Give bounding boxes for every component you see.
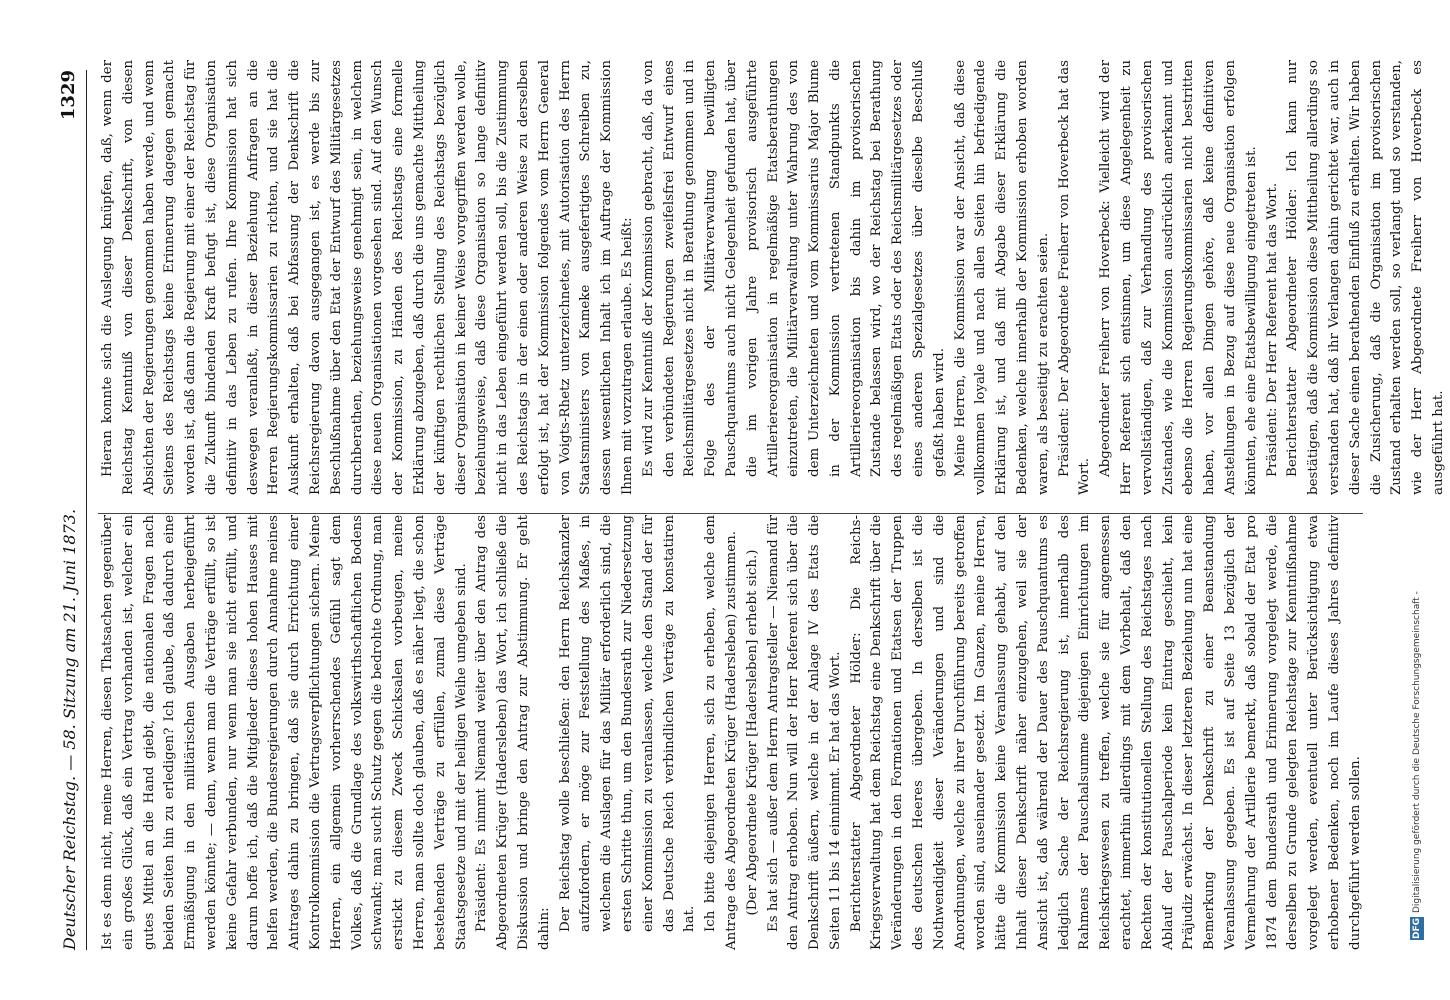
dfg-logo: DFG [1412, 917, 1422, 939]
page-number: 1329 [58, 70, 79, 121]
column-divider [98, 513, 1363, 514]
left-column-paragraph: Ist es denn nicht, meine Herren, diesen Thatsachen gegenüber ein großes Glück, daß ein Vertrag vorhanden ist, welcher ein gutes Mittel an die Hand giebt, die nationalen Fragen nach beiden Seiten hin zu erledigen? Ich glaube, daß dadurch eine Ermäßigung in den militärischen Ausgaben herbeigeführt werden könnte; — denn, wenn man die Verträge erfüllt, so ist keine Gefahr verbunden, nur wenn man sie nicht erfüllt, und darum hoffe ich, daß die Mitglieder dieses hohen Hauses mit helfen werden, die Bundesregierungen durch Annahme meines Antrages dahin zu bringen, daß sie durch Errichtung einer Kontrolkommission die Vertragsverpflichtungen sichern. Meine Herren, ein allgemein vorherrschendes Gefühl sagt dem Volkes, daß die Grundlage des volkswirthschaftlichen Bodens schwankt; man sucht Schutz gegen die bedrohte Ordnung, man erstickt zu diesem Zweck Schicksalen vorbeugen, meine Herren, man sollte doch glauben, daß es näher liegt, die schon bestehenden Verträge zu erfüllen, zumal diese Verträge Staatsgesetze und mit der heiligen Weihe umgeben sind. [100, 515, 469, 950]
right-column-paragraph: Präsident: Der Herr Referent hat das Wort. [1264, 182, 1280, 477]
digitization-note [1410, 40, 1424, 940]
right-column [98, 60, 1446, 495]
left-column-paragraph: Ich bitte diejenigen Herren, sich zu erheben, welche dem Antrage des Abgeordneten Krüger (Hadersleben) zustimmen. [703, 515, 739, 950]
right-column-paragraph: Es wird zur Kenntniß der Kommission gebracht, daß, da von den verbündeten Regierungen zweifelsfrei Entwurf eines Reichsmilitärgesetzes nicht in Berathung genommen und in Folge des der Militärverwaltung bewilligten Pauschquantums auch nicht Gelegenheit gefunden hat, über die im vorigen Jahre provisorisch ausgeführte Artilleriereorganisation in regelmäßige Etatsberathungen einzutreten, die Militärverwaltung unter Wahrung des von dem Unterzeichneten und vom Kommissarius Major Blume in der Kommission vertretenen Standpunkts die Artilleriereorganisation bis dahin im provisorischen Zustande belassen wird, wo der Reichstag bei Berathung des regelmäßigen Etats oder des Reichsmilitärgesetzes oder eines anderen Spezialgesetzes über dieselbe Beschluß gefaßt haben wird. [640, 60, 947, 477]
running-title: Deutscher Reichstag. — 58. Sitzung am 21. Juni 1873. [60, 508, 79, 950]
right-column-paragraph: Meine Herren, die Kommission war der Ansicht, daß diese vollkommen loyale und nach allen Seiten hin befriedigende Erklärung ist, und daß mit Abgabe dieser Erklärung die Bedenken, welche innerhalb der Kommission erhoben worden waren, als beseitigt zu erachten seien. [952, 60, 1051, 495]
right-column-paragraph: Abgeordneter Freiherr von Hoverbeck: Vielleicht wird der Herr Referent sich entsinnen, um diese Angelegenheit zu vervollständigen, daß zur Verhandlung des provisorischen Zustandes, wie die Kommission ausdrücklich anerkannt und ebenso die Herren Regierungskommissarien nicht bestritten haben, vor allen Dingen gehöre, daß keine definitiven Anstellungen in Bezug auf diese neue Organisation erfolgen könnten, ehe eine Etatsbewilligung eingetreten ist. [1098, 60, 1259, 495]
right-column-paragraph: Berichterstatter Abgeordneter Hölder: Ich kann nur bestätigen, daß die Kommission diese Mittheilung allerdings so verstanden hat, daß ihr Verlangen dahin gerichtet war, auch in dieser Sache einen berathenden Einfluß zu erhalten. Wir haben die Zusicherung, daß die Organisation im provisorischen Zustand erhalten werden soll, so verlangt und so verstanden, wie der Herr Abgeordnete Freiherr von Hoverbeck es ausgeführt hat. [1285, 60, 1446, 495]
left-column [98, 515, 1368, 950]
right-column-paragraph: Hieran konnte sich die Auslegung knüpfen, daß, wenn der Reichstag Kenntniß von dieser Denkschrift, von diesen Absichten der Regierungen genommen haben werde, und wenn Seitens des Reichstags keine Erinnerung dagegen gemacht worden ist, daß dann die Regierung mit einer der Reichstag für die Zukunft bindenden Kraft befugt ist, diese Organisation definitiv in das Leben zu rufen. Ihre Kommission hat sich deswegen veranlaßt, in dieser Beziehung Anfragen an die Herren Regierungskommissarien zu richten, und sie hat die Auskunft erhalten, daß bei Abfassung der Denkschrift die Reichsregierung davon ausgegangen ist, es werde bis zur Beschlußnahme über den Etat der Entwurf des Militärgesetzes durchberathen, beziehungsweise genehmigt sein, in welchem diese neuen Organisationen vorgesehen sind. Auf den Wunsch der Kommission, zu Händen des Reichstags eine formelle Erklärung abzugeben, daß durch die uns gemachte Mittheilung der künftigen rechtlichen Stellung des Reichstags bezüglich dieser Organisation in keiner Weise vorgegriffen werden wolle, beziehungsweise, daß diese Organisation so lange definitiv nicht in das Leben eingeführt werden soll, bis die Zustimmung des Reichstags in der einen oder anderen Weise zu derselben erfolgt ist, hat der Kommission folgendes vom Herrn General von Voigts-Rhetz unterzeichnetes, mit Autorisation des Herrn Staatsministers von Kameke ausgefertigtes Schreiben zu, dessen wesentlichen Inhalt ich im Auftrage der Kommission Ihnen mit vorzutragen erlaube. Es heißt: [100, 60, 635, 495]
page-header [56, 70, 87, 950]
left-column-paragraph: Der Reichstag wolle beschließen: den Herrn Reichskanzler aufzufordern, er möge zur Feststellung des Maßes, in welchem die Auslagen für das Militär erforderlich sind, die ersten Schritte thun, um den Bundesrath zur Niedersetzung einer Kommission zu veranlassen, welche den Stand der für das Deutsche Reich verbindlichen Verträge zu konstatiren hat. [557, 515, 698, 932]
digitization-note-text: Digitalisierung gefördert durch die Deutsche Forschungsgemeinschaft - [1412, 591, 1422, 913]
left-column-paragraph: Es hat sich — außer dem Herrn Antragsteller — Niemand für den Antrag erhoben. Nun will der Herr Referent sich über die Denkschrift äußern, welche in der Anlage IV des Etats die Seiten 11 bis 14 einnimmt. Er hat das Wort. [765, 515, 843, 950]
left-column-paragraph: Berichterstatter Abgeordneter Hölder: Die Reichs-Kriegsverwaltung hat dem Reichstag eine Denkschrift über die Veränderungen in den Formationen und Etatsen der Truppen des deutschen Heeres übergeben. In derselben ist die Nothwendigkeit dieser Veränderungen und sind die Anordnungen, welche zu ihrer Durchführung bereits getroffen worden sind, auseinander gesetzt. Im Ganzen, meine Herren, hätte die Kommission keine Veranlassung gehabt, auf den Inhalt dieser Denkschrift näher einzugehen, weil sie der Ansicht ist, daß während der Dauer des Pauschquantums es lediglich Sache der Reichsregierung ist, innerhalb des Rahmens der Pauschalsumme diejenigen Einrichtungen im Reichskriegswesen zu treffen, welche sie für angemessen erachtet, immerhin allerdings mit dem Vorbehalt, daß den Rechten der konstitutionellen Stellung des Reichstages nach Ablauf der Pauschalperiode kein Eintrag geschieht, kein Präjudiz erwächst. In dieser letzteren Beziehung nun hat eine Bemerkung der Denkschrift zu einer Beanstandung Veranlassung gegeben. Es ist auf Seite 13 bezüglich der Vermehrung der Artillerie bemerkt, daß sobald der Etat pro 1874 dem Bundesrath und Erinnerung vorgelegt werde, die derselben zu Grunde gelegten Reichstage zur Kenntnißnahme vorgelegt werden, eventuell unter Berücksichtigung etwa erhobener Bedenken, noch im Laufe dieses Jahres definitiv durchgeführt werden sollen. [848, 515, 1363, 950]
left-column-paragraph: Präsident: Es nimmt Niemand weiter über den Antrag des Abgeordneten Krüger (Hadersleben) das Wort, ich schließe die Diskussion und bringe den Antrag zur Abstimmung. Er geht dahin: [474, 515, 552, 950]
left-column-paragraph: (Der Abgeordnete Krüger [Hadersleben] erhebt sich.) [744, 549, 760, 916]
right-column-paragraph: Präsident: Der Abgeordnete Freiherr von Hoverbeck hat das Wort. [1056, 60, 1093, 495]
